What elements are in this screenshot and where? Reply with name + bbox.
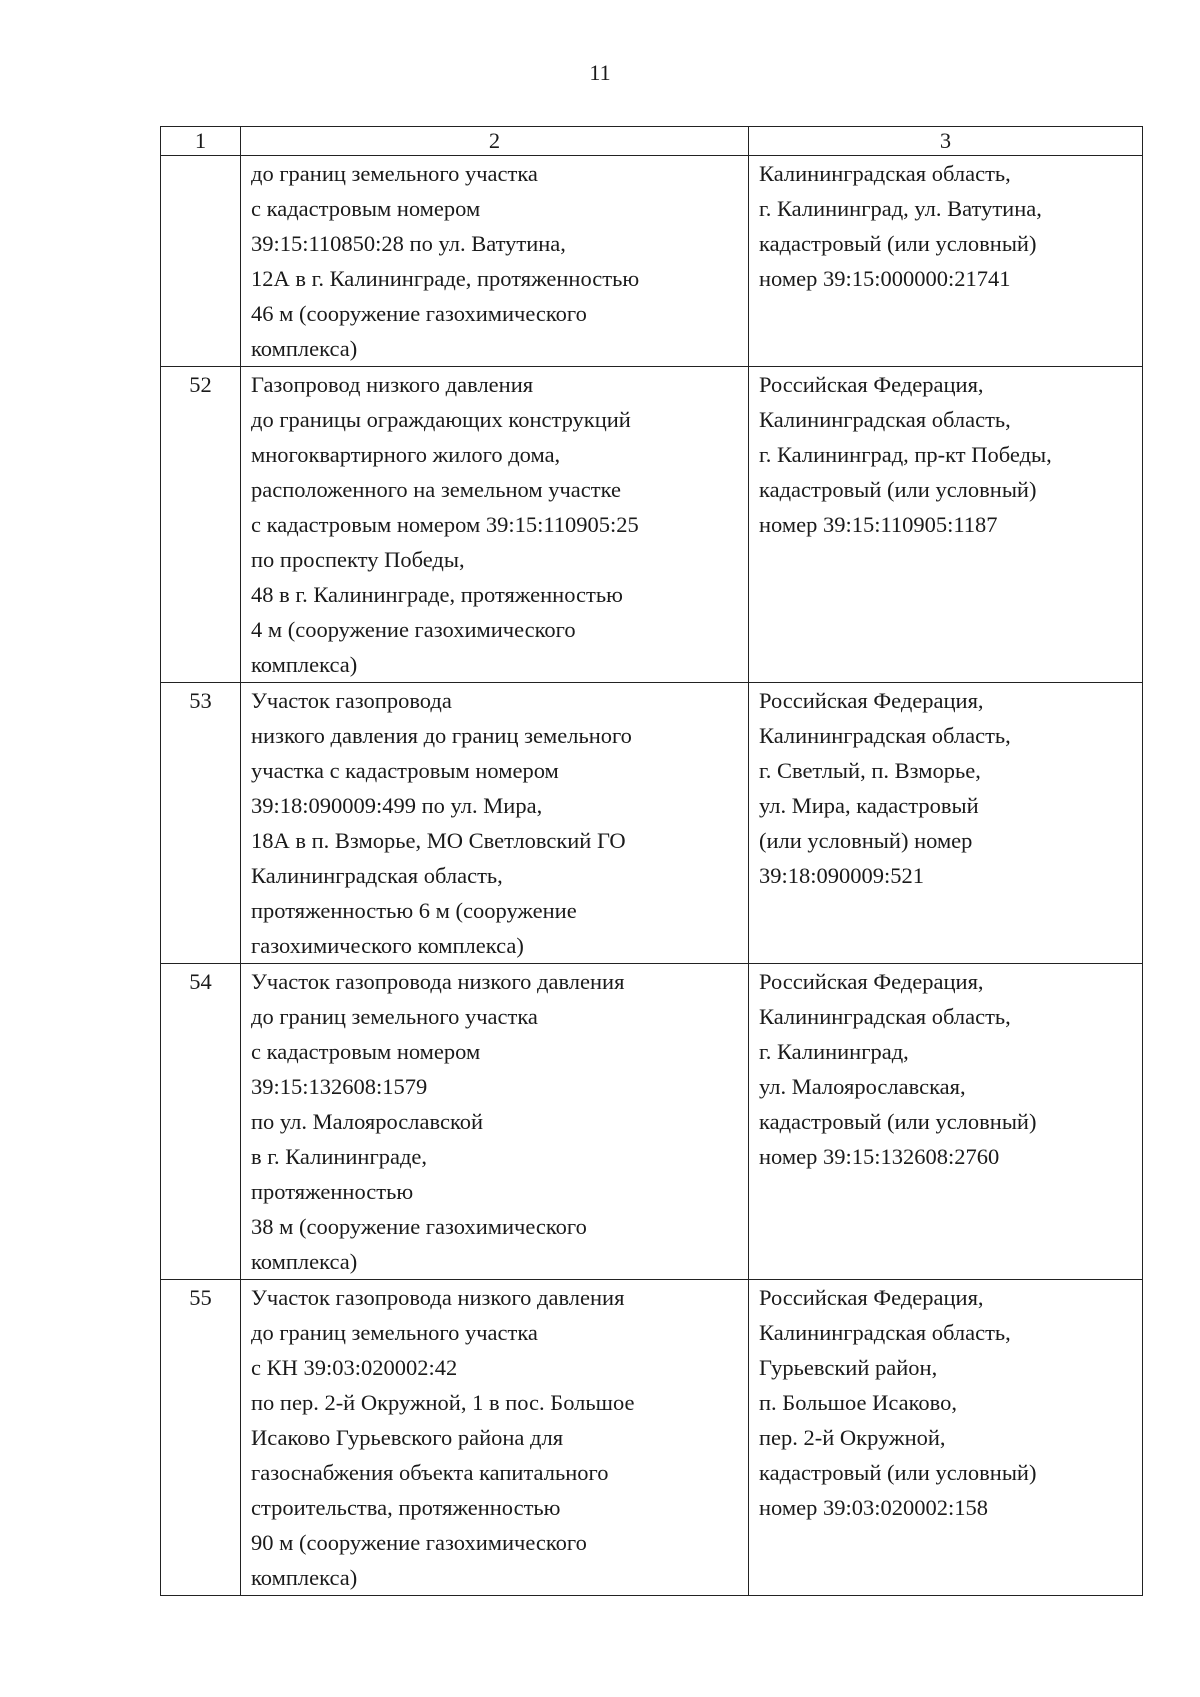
- row-number: 53: [161, 683, 241, 964]
- object-description: [241, 367, 749, 683]
- description-line: 12А в г. Калининграде, протяженностью: [251, 266, 640, 291]
- location-line: г. Калининград, ул. Ватутина,: [759, 196, 1042, 221]
- location-line: Калининградская область,: [759, 723, 1011, 748]
- object-description: [241, 683, 749, 964]
- description-line: с кадастровым номером: [251, 1039, 481, 1064]
- location-line: Гурьевский район,: [759, 1355, 938, 1380]
- description-line: до границы ограждающих конструкций: [251, 407, 631, 432]
- location-line: Российская Федерация,: [759, 969, 984, 994]
- description-line: с КН 39:03:020002:42: [251, 1355, 458, 1380]
- description-line: 39:15:110850:28 по ул. Ватутина,: [251, 231, 566, 256]
- description-line: комплекса): [251, 1565, 358, 1590]
- location-line: г. Светлый, п. Взморье,: [759, 758, 981, 783]
- location-line: номер 39:03:020002:158: [759, 1495, 988, 1520]
- location-line: номер 39:15:000000:21741: [759, 266, 1011, 291]
- table-header-row: [161, 127, 1143, 156]
- table-row: [161, 964, 1143, 1280]
- description-line: по проспекту Победы,: [251, 547, 465, 572]
- description-line: до границ земельного участка: [251, 1320, 538, 1345]
- description-line: протяженностью: [251, 1179, 414, 1204]
- location-line: ул. Мира, кадастровый: [759, 793, 979, 818]
- location-line: Российская Федерация,: [759, 372, 984, 397]
- description-line: участка с кадастровым номером: [251, 758, 559, 783]
- location-line: ул. Малоярославская,: [759, 1074, 966, 1099]
- location-line: (или условный) номер: [759, 828, 973, 853]
- description-line: с кадастровым номером: [251, 196, 481, 221]
- description-line: 18А в п. Взморье, МО Светловский ГО: [251, 828, 626, 853]
- row-number: [161, 156, 241, 367]
- description-line: многоквартирного жилого дома,: [251, 442, 561, 467]
- description-line: низкого давления до границ земельного: [251, 723, 632, 748]
- header-col-2: 2: [241, 127, 749, 156]
- object-location: [749, 1280, 1143, 1596]
- location-line: Калининградская область,: [759, 407, 1011, 432]
- location-line: номер 39:15:110905:1187: [759, 512, 998, 537]
- description-line: 4 м (сооружение газохимического: [251, 617, 576, 642]
- page-number: 11: [589, 60, 611, 85]
- description-line: 39:15:132608:1579: [251, 1074, 428, 1099]
- description-line: Участок газопровода низкого давления: [251, 969, 625, 994]
- row-number: 54: [161, 964, 241, 1280]
- description-line: строительства, протяженностью: [251, 1495, 561, 1520]
- object-location: [749, 964, 1143, 1280]
- description-line: 39:18:090009:499 по ул. Мира,: [251, 793, 543, 818]
- description-line: Участок газопровода низкого давления: [251, 1285, 625, 1310]
- description-line: 48 в г. Калининграде, протяженностью: [251, 582, 623, 607]
- table-row: [161, 1280, 1143, 1596]
- description-line: по ул. Малоярославской: [251, 1109, 484, 1134]
- location-line: Российская Федерация,: [759, 688, 984, 713]
- description-line: газоснабжения объекта капитального: [251, 1460, 609, 1485]
- object-description: [241, 964, 749, 1280]
- table-row: [161, 367, 1143, 683]
- description-line: 46 м (сооружение газохимического: [251, 301, 587, 326]
- description-line: в г. Калининграде,: [251, 1144, 428, 1169]
- description-line: комплекса): [251, 1249, 358, 1274]
- row-number: 55: [161, 1280, 241, 1596]
- object-location: [749, 683, 1143, 964]
- description-line: Участок газопровода: [251, 688, 452, 713]
- location-line: Калининградская область,: [759, 161, 1011, 186]
- header-col-1: 1: [161, 127, 241, 156]
- description-line: до границ земельного участка: [251, 161, 538, 186]
- object-location: [749, 367, 1143, 683]
- object-location: [749, 156, 1143, 367]
- location-line: кадастровый (или условный): [759, 1109, 1037, 1134]
- description-line: газохимического комплекса): [251, 933, 524, 958]
- location-line: кадастровый (или условный): [759, 477, 1037, 502]
- property-table: [160, 126, 1143, 1596]
- description-line: расположенного на земельном участке: [251, 477, 621, 502]
- location-line: Российская Федерация,: [759, 1285, 984, 1310]
- description-line: Исаково Гурьевского района для: [251, 1425, 564, 1450]
- location-line: Калининградская область,: [759, 1004, 1011, 1029]
- description-line: по пер. 2-й Окружной, 1 в пос. Большое: [251, 1390, 635, 1415]
- table-row: [161, 156, 1143, 367]
- table-row: [161, 683, 1143, 964]
- description-line: комплекса): [251, 336, 358, 361]
- description-line: с кадастровым номером 39:15:110905:25: [251, 512, 639, 537]
- location-line: Калининградская область,: [759, 1320, 1011, 1345]
- object-description: [241, 156, 749, 367]
- location-line: кадастровый (или условный): [759, 1460, 1037, 1485]
- header-col-3: 3: [749, 127, 1143, 156]
- location-line: г. Калининград, пр-кт Победы,: [759, 442, 1052, 467]
- description-line: 38 м (сооружение газохимического: [251, 1214, 587, 1239]
- row-number: 52: [161, 367, 241, 683]
- description-line: Газопровод низкого давления: [251, 372, 534, 397]
- location-line: 39:18:090009:521: [759, 863, 925, 888]
- object-description: [241, 1280, 749, 1596]
- location-line: номер 39:15:132608:2760: [759, 1144, 1000, 1169]
- location-line: кадастровый (или условный): [759, 231, 1037, 256]
- description-line: 90 м (сооружение газохимического: [251, 1530, 587, 1555]
- location-line: пер. 2-й Окружной,: [759, 1425, 946, 1450]
- description-line: Калининградская область,: [251, 863, 503, 888]
- description-line: комплекса): [251, 652, 358, 677]
- location-line: п. Большое Исаково,: [759, 1390, 957, 1415]
- description-line: до границ земельного участка: [251, 1004, 538, 1029]
- location-line: г. Калининград,: [759, 1039, 909, 1064]
- description-line: протяженностью 6 м (сооружение: [251, 898, 577, 923]
